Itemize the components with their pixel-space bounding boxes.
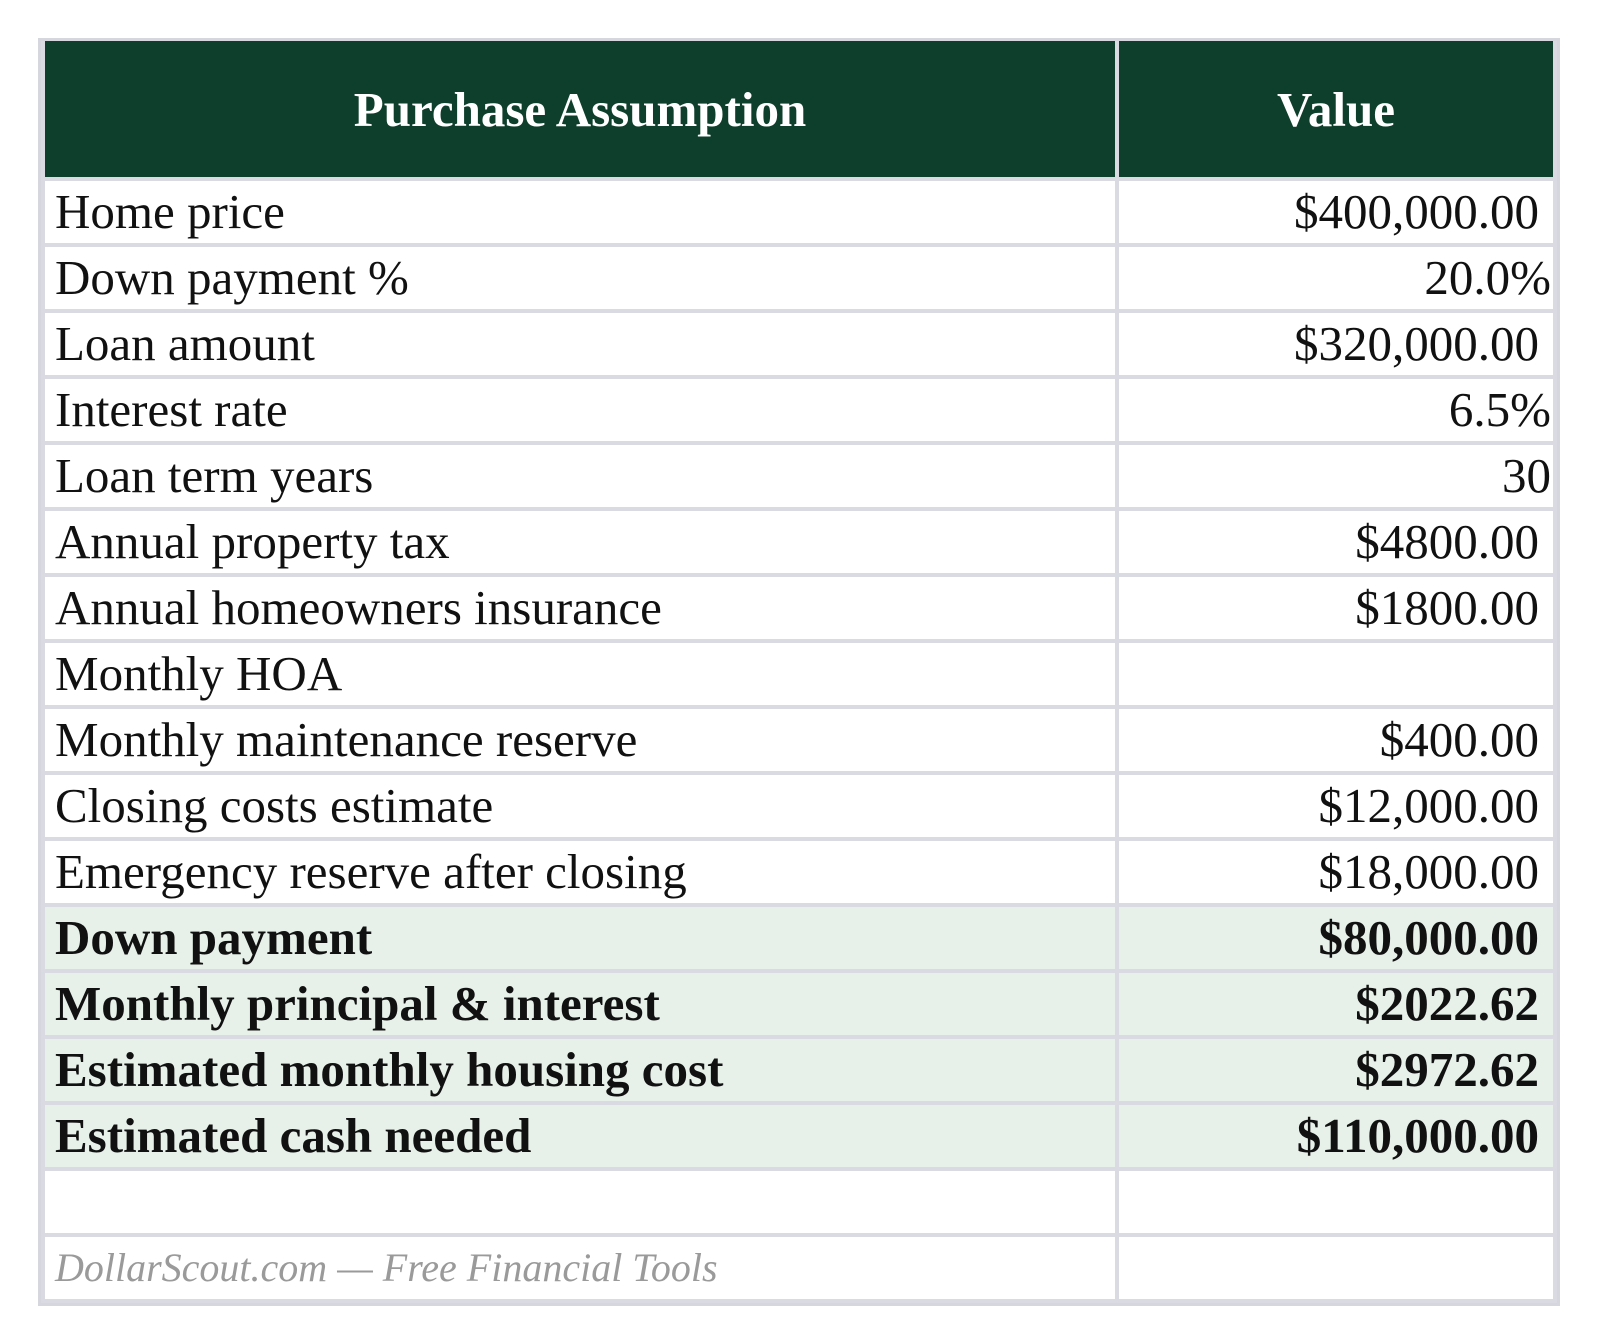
blank-row — [45, 1171, 1553, 1233]
row-value: 6.5% — [1119, 379, 1553, 441]
table-row — [45, 247, 1553, 309]
blank-cell — [1119, 1171, 1553, 1233]
row-value: $400.00 — [1119, 709, 1553, 771]
row-value: $400,000.00 — [1119, 181, 1553, 243]
row-label: Loan amount — [45, 313, 1115, 375]
summary-row — [45, 1105, 1553, 1167]
header-purchase-assumption: Purchase Assumption — [45, 41, 1115, 177]
row-label: Annual homeowners insurance — [45, 577, 1115, 639]
header-value: Value — [1119, 41, 1553, 177]
table-row — [45, 577, 1553, 639]
row-label: Closing costs estimate — [45, 775, 1115, 837]
summary-label: Estimated monthly housing cost — [45, 1039, 1115, 1101]
footer-row — [45, 1237, 1553, 1299]
summary-value: $80,000.00 — [1119, 907, 1553, 969]
footer-credit: DollarScout.com — Free Financial Tools — [45, 1237, 1115, 1299]
summary-label: Down payment — [45, 907, 1115, 969]
summary-row — [45, 973, 1553, 1035]
table-row — [45, 841, 1553, 903]
row-label: Emergency reserve after closing — [45, 841, 1115, 903]
summary-value: $2972.62 — [1119, 1039, 1553, 1101]
table-row — [45, 445, 1553, 507]
summary-value: $110,000.00 — [1119, 1105, 1553, 1167]
blank-cell — [1119, 1237, 1553, 1299]
row-value: 20.0% — [1119, 247, 1553, 309]
row-label: Monthly maintenance reserve — [45, 709, 1115, 771]
row-label: Down payment % — [45, 247, 1115, 309]
table-row — [45, 379, 1553, 441]
row-value: $1800.00 — [1119, 577, 1553, 639]
summary-label: Estimated cash needed — [45, 1105, 1115, 1167]
row-label: Monthly HOA — [45, 643, 1115, 705]
header-row — [45, 41, 1553, 177]
table-row — [45, 181, 1553, 243]
table-row — [45, 775, 1553, 837]
row-label: Home price — [45, 181, 1115, 243]
summary-row — [45, 1039, 1553, 1101]
table-row — [45, 643, 1553, 705]
summary-label: Monthly principal & interest — [45, 973, 1115, 1035]
row-label: Interest rate — [45, 379, 1115, 441]
row-value: $12,000.00 — [1119, 775, 1553, 837]
row-value — [1119, 643, 1553, 705]
row-value: $320,000.00 — [1119, 313, 1553, 375]
summary-value: $2022.62 — [1119, 973, 1553, 1035]
row-label: Annual property tax — [45, 511, 1115, 573]
table-row — [45, 313, 1553, 375]
row-value: $18,000.00 — [1119, 841, 1553, 903]
purchase-assumptions-table — [38, 38, 1560, 1306]
table-row — [45, 709, 1553, 771]
summary-row — [45, 907, 1553, 969]
row-value: $4800.00 — [1119, 511, 1553, 573]
table-row — [45, 511, 1553, 573]
blank-cell — [45, 1171, 1115, 1233]
row-value: 30 — [1119, 445, 1553, 507]
row-label: Loan term years — [45, 445, 1115, 507]
